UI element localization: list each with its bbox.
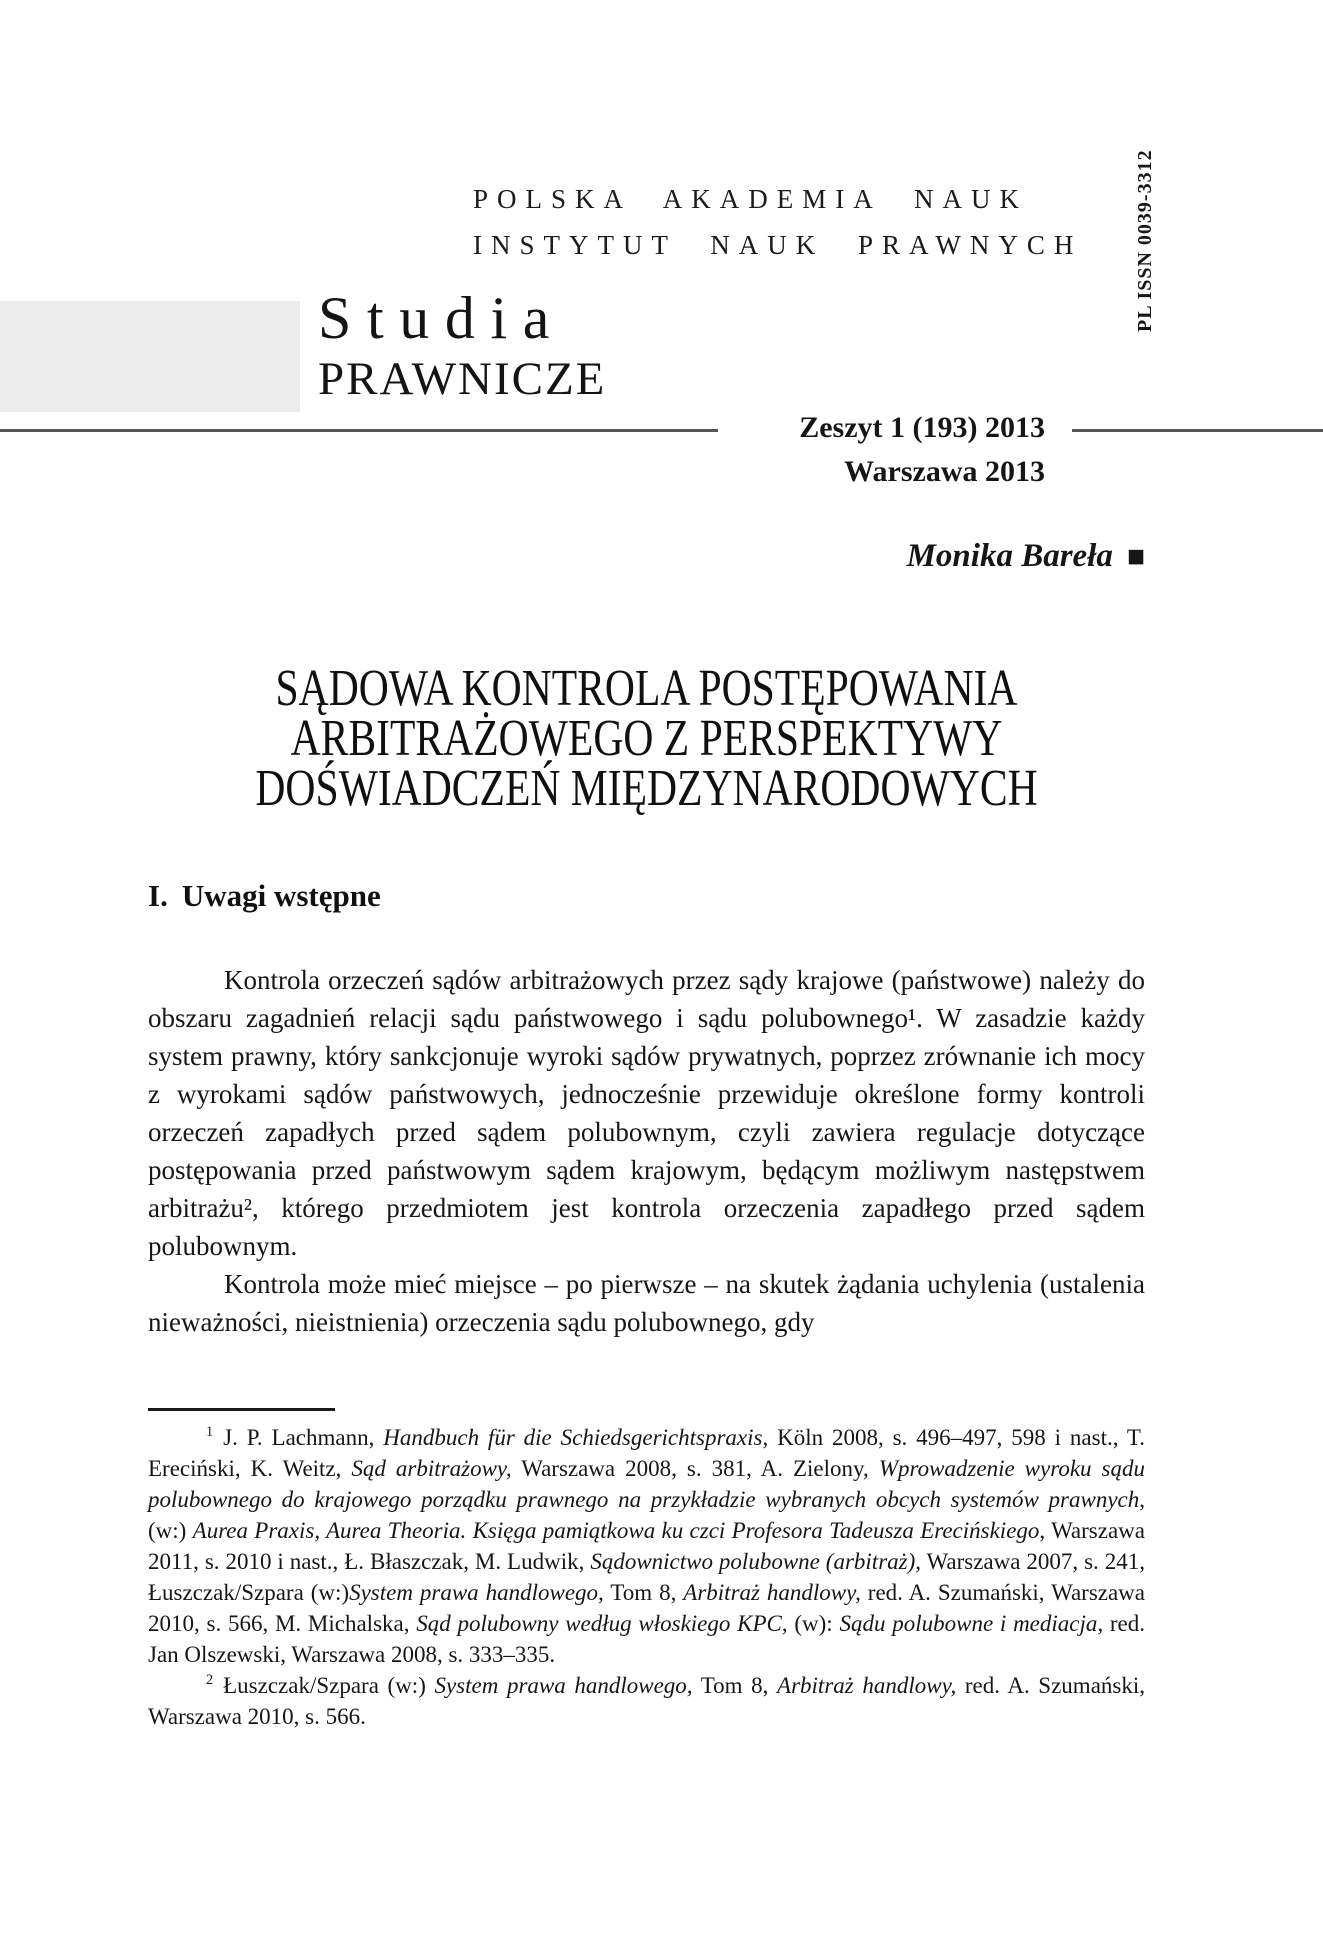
article-body bbox=[148, 961, 1145, 1341]
section-title: Uwagi wstępne bbox=[181, 878, 381, 913]
body-paragraph: Kontrola orzeczeń sądów arbitrażowych przez sądy krajowe (państwowe) należy do obszaru zagadnień relacji sądu państwowego i sądu polubownego¹. W zasadzie każdy system prawny, który sankcjonuje wyroki sądów prywatnych, poprzez zrównanie ich mocy z wyrokami sądów państwowych, jednocześnie przewiduje określone formy kontroli orzeczeń zapadłych przed sądem polubownym, czyli zawiera regulacje dotyczące postępowania przed państwowym sądem krajowym, będącym możliwym następstwem arbitrażu², którego przedmiotem jest kontrola orzeczenia zapadłego przed sądem polubownym. bbox=[148, 965, 1145, 1261]
footnote-1-marker: 1 bbox=[206, 1424, 214, 1441]
footnote-separator-rule bbox=[148, 1408, 335, 1411]
header-rule-right bbox=[1072, 429, 1323, 432]
journal-name-prawnicze: PRAWNICZE bbox=[318, 353, 607, 405]
author-name: Monika Bareła bbox=[906, 538, 1113, 574]
body-paragraph: Kontrola może mieć miejsce – po pierwsze – na skutek żądania uchylenia (ustalenia nieważności, nieistnienia) orzeczenia sądu polubownego, gdy bbox=[148, 1269, 1145, 1337]
author-line bbox=[545, 538, 1145, 575]
publisher-line-1: POLSKA AKADEMIA NAUK bbox=[473, 184, 1029, 214]
footnote-1-text: J. P. Lachmann, Handbuch für die Schiedsgerichtspraxis, Köln 2008, s. 496–497, 598 i nast., T. Ereciński, K. Weitz, Sąd arbitrażowy, Warszawa 2008, s. 381, A. Zielony, Wprowadzenie wyroku sądu polubownego do krajowego porządku prawnego na przykładzie wybranych obcych systemów prawnych, (w:) Aurea Praxis, Aurea Theoria. Księga pamiątkowa ku czci Profesora Tadeusza Erecińskiego, Warszawa 2011, s. 2010 i nast., Ł. Błaszczak, M. Ludwik, Sądownictwo polubowne (arbitraż), Warszawa 2007, s. 241, Łuszczak/Szpara (w:)System prawa handlowego, Tom 8, Arbitraż handlowy, red. A. Szumański, Warszawa 2010, s. 566, M. Michalska, Sąd polubowny według włoskiego KPC, (w): Sądu polubowne i mediacja, red. Jan Olszewski, Warszawa 2008, s. 333–335. bbox=[148, 1425, 1146, 1667]
publisher-line-2: INSTYTUT NAUK PRAWNYCH bbox=[473, 230, 1083, 260]
article-title bbox=[148, 660, 1145, 817]
footnote-2-text: Łuszczak/Szpara (w:) System prawa handlowego, Tom 8, Arbitraż handlowy, red. A. Szumański, Warszawa 2010, s. 566. bbox=[148, 1673, 1145, 1729]
article-title-line-3: DOŚWIADCZEŃ MIĘDZYNARODOWYCH bbox=[255, 760, 1038, 817]
footnote-1 bbox=[148, 1422, 1145, 1670]
footnote-2-marker: 2 bbox=[206, 1672, 214, 1689]
issn-label: PL ISSN 0039-3312 bbox=[1134, 149, 1156, 332]
logo-gray-box bbox=[0, 301, 300, 412]
article-title-line-1: SĄDOWA KONTROLA POSTĘPOWANIA bbox=[275, 660, 1018, 717]
footnote-2 bbox=[148, 1670, 1145, 1732]
section-number: I. bbox=[148, 878, 168, 913]
article-title-line-2: ARBITRAŻOWEGO Z PERSPEKTYWY bbox=[290, 710, 1003, 767]
issue-block bbox=[645, 406, 1045, 494]
footnotes-block bbox=[148, 1422, 1145, 1732]
issue-label: Zeszyt 1 (193) 2013 bbox=[799, 411, 1045, 444]
journal-name-studia: Studia bbox=[318, 285, 565, 351]
author-square-marker: ■ bbox=[1126, 540, 1145, 573]
section-heading bbox=[148, 878, 381, 914]
header-rule-left bbox=[0, 429, 718, 432]
issue-place-year: Warszawa 2013 bbox=[844, 455, 1045, 488]
publisher-block bbox=[473, 176, 1082, 268]
